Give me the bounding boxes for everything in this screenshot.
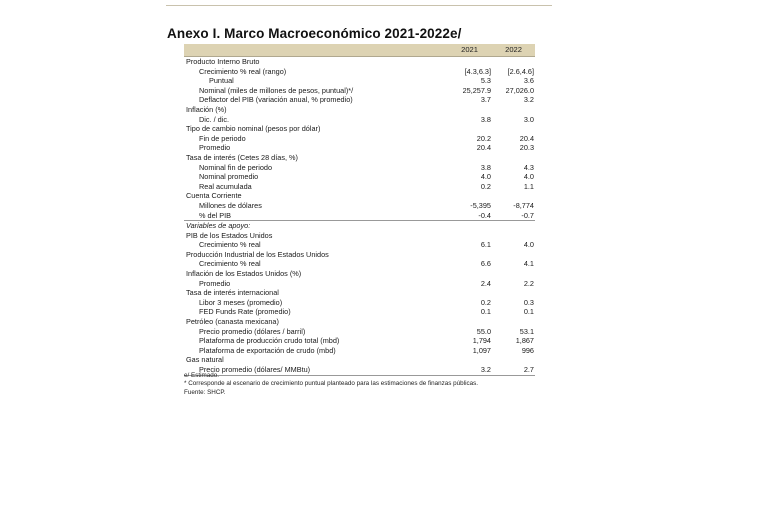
value-2021: -5,395 <box>470 200 491 210</box>
table-row <box>184 115 535 125</box>
table-row <box>184 182 535 192</box>
row-label: Millones de dólares <box>199 200 262 210</box>
macro-table <box>184 44 535 376</box>
table-row <box>184 67 535 77</box>
table-row <box>184 95 535 105</box>
value-2022: 3.2 <box>523 95 534 105</box>
row-label: Gas natural <box>186 355 224 365</box>
row-label: Promedio <box>199 143 231 153</box>
row-label: Cuenta Corriente <box>186 191 242 201</box>
table-row <box>184 298 535 308</box>
value-2022: 4.0 <box>523 240 534 250</box>
footnote-estimated: e/ Estimado. <box>184 372 219 379</box>
footnote-source: Fuente: SHCP. <box>184 388 226 396</box>
row-label: Petróleo (canasta mexicana) <box>186 317 279 327</box>
row-label: FED Funds Rate (promedio) <box>199 307 291 317</box>
row-label: Fin de periodo <box>199 133 246 143</box>
table-row <box>184 134 535 144</box>
row-label: Inflación (%) <box>186 104 227 114</box>
row-label: Precio promedio (dólares / barril) <box>199 326 306 336</box>
table-row <box>184 143 535 153</box>
table-row <box>184 307 535 317</box>
table-row <box>184 336 535 346</box>
table-row <box>184 76 535 86</box>
top-rule <box>166 5 552 6</box>
value-2021: 55.0 <box>476 326 491 336</box>
table-row <box>184 327 535 337</box>
table-row <box>184 288 535 298</box>
value-2021: 4.0 <box>480 172 491 182</box>
value-2021: 0.2 <box>480 297 491 307</box>
row-label: Producción Industrial de los Estados Unidos <box>186 249 329 259</box>
value-2022: 4.1 <box>523 259 534 269</box>
row-label: Plataforma de exportación de crudo (mbd) <box>199 345 336 355</box>
table-row <box>184 163 535 173</box>
value-2022: [2.6,4.6] <box>507 66 534 76</box>
value-2022: 1.1 <box>523 181 534 191</box>
value-2022: 4.3 <box>523 162 534 172</box>
row-label: Plataforma de producción crudo total (mbd) <box>199 336 340 346</box>
row-label: Deflactor del PIB (variación anual, % promedio) <box>199 95 353 105</box>
column-header-2022: 2022 <box>505 45 522 54</box>
value-2021: 0.1 <box>480 307 491 317</box>
table-row <box>184 124 535 134</box>
row-label: Dic. / dic. <box>199 114 230 124</box>
table-row <box>184 153 535 163</box>
value-2022: 3.0 <box>523 114 534 124</box>
table-row <box>184 240 535 250</box>
row-label: % del PIB <box>199 210 232 220</box>
table-row <box>184 86 535 96</box>
row-label: Inflación de los Estados Unidos (%) <box>186 269 302 279</box>
table-row <box>184 57 535 67</box>
value-2021: 3.8 <box>480 114 491 124</box>
row-label: Puntual <box>209 76 234 86</box>
table-row <box>184 346 535 356</box>
table-row <box>184 250 535 260</box>
value-2022: 4.0 <box>523 172 534 182</box>
table-row <box>184 221 535 231</box>
table-row <box>184 317 535 327</box>
value-2021: 1,794 <box>472 336 491 346</box>
value-2022: 2.2 <box>523 278 534 288</box>
column-header-2021: 2021 <box>461 45 478 54</box>
value-2022: 27,026.0 <box>505 85 534 95</box>
value-2022: -8,774 <box>513 200 534 210</box>
row-label: Nominal promedio <box>199 172 259 182</box>
value-2022: 20.3 <box>519 143 534 153</box>
row-label: Tasa de interés internacional <box>186 288 279 298</box>
row-label: Producto Interno Bruto <box>186 57 260 66</box>
table-row <box>184 279 535 289</box>
value-2022: 0.3 <box>523 297 534 307</box>
value-2021: 25,257.9 <box>462 85 491 95</box>
row-label: Nominal (miles de millones de pesos, puntual)*/ <box>199 85 354 95</box>
value-2021: 6.6 <box>480 259 491 269</box>
table-row <box>184 201 535 211</box>
row-label: Crecimiento % real <box>199 259 261 269</box>
value-2022: 0.1 <box>523 307 534 317</box>
value-2022: 53.1 <box>519 326 534 336</box>
page-title: Anexo I. Marco Macroeconómico 2021-2022e/ <box>167 26 462 41</box>
table-row <box>184 105 535 115</box>
value-2021: -0.4 <box>478 210 491 220</box>
value-2021: 3.2 <box>480 365 491 374</box>
row-label: PIB de los Estados Unidos <box>186 230 273 240</box>
value-2021: [4.3,6.3] <box>464 66 491 76</box>
row-label: Precio promedio (dólares/ MMBtu) <box>199 365 311 374</box>
footnotes <box>184 372 478 397</box>
value-2022: 996 <box>521 345 534 355</box>
value-2021: 5.3 <box>480 76 491 86</box>
table-row <box>184 172 535 182</box>
row-label: Real acumulada <box>199 181 252 191</box>
value-2022: 1,867 <box>515 336 534 346</box>
row-label: Crecimiento % real (rango) <box>199 66 287 76</box>
value-2022: 3.6 <box>523 76 534 86</box>
value-2021: 20.4 <box>476 143 491 153</box>
footnote-scenario: * Corresponde al escenario de crecimiento puntual planteado para las estimaciones de finanzas públicas. <box>184 380 479 388</box>
table-header <box>184 44 535 57</box>
row-label: Tipo de cambio nominal (pesos por dólar) <box>186 124 321 134</box>
row-label: Variables de apoyo: <box>186 221 251 231</box>
value-2022: 2.7 <box>523 365 534 374</box>
value-2021: 3.8 <box>480 162 491 172</box>
table-row <box>184 259 535 269</box>
row-label: Crecimiento % real <box>199 240 261 250</box>
value-2021: 20.2 <box>476 133 491 143</box>
value-2021: 1,097 <box>472 345 491 355</box>
value-2022: 20.4 <box>519 133 534 143</box>
value-2021: 2.4 <box>480 278 491 288</box>
table-row <box>184 231 535 241</box>
value-2022: -0.7 <box>521 210 534 220</box>
table-row <box>184 211 535 222</box>
value-2021: 6.1 <box>480 240 491 250</box>
value-2021: 3.7 <box>480 95 491 105</box>
table-row <box>184 191 535 201</box>
table-row <box>184 269 535 279</box>
row-label: Nominal fin de periodo <box>199 162 273 172</box>
table-row <box>184 355 535 365</box>
value-2021: 0.2 <box>480 181 491 191</box>
row-label: Tasa de interés (Cetes 28 días, %) <box>186 152 298 162</box>
table-body <box>184 57 535 376</box>
row-label: Promedio <box>199 278 231 288</box>
row-label: Libor 3 meses (promedio) <box>199 297 283 307</box>
